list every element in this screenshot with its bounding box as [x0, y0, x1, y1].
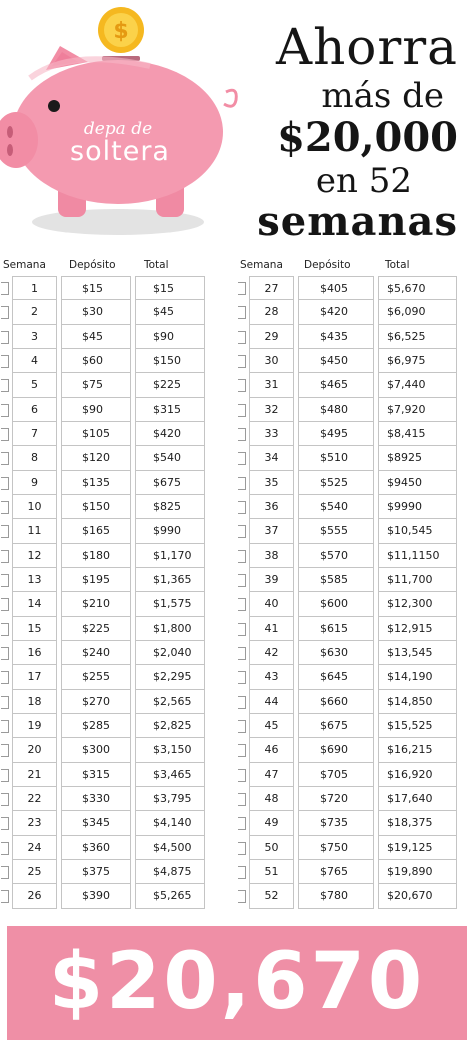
deposit-cell: $120	[61, 446, 131, 470]
checkbox-icon[interactable]	[1, 647, 9, 660]
headline-line1: Ahorra	[275, 18, 458, 76]
total-cell: $11,1150	[378, 544, 457, 568]
deposit-cell: $465	[298, 373, 374, 397]
checkbox-icon[interactable]	[238, 842, 246, 855]
week-cell: 11	[12, 519, 57, 543]
deposit-cell: $390	[61, 884, 131, 908]
checkbox-icon[interactable]	[1, 769, 9, 782]
total-cell: $14,190	[378, 665, 457, 689]
total-cell: $1,575	[135, 592, 205, 616]
deposit-cell: $90	[61, 398, 131, 422]
total-cell: $18,375	[378, 811, 457, 835]
checkbox-icon[interactable]	[238, 428, 246, 441]
total-cell: $4,140	[135, 811, 205, 835]
deposit-cell: $765	[298, 860, 374, 884]
week-cell: 29	[249, 325, 294, 349]
checkbox-icon[interactable]	[1, 525, 9, 538]
week-cell: 26	[12, 884, 57, 908]
week-header: Semana	[3, 259, 46, 271]
week-cell: 30	[249, 349, 294, 373]
week-cell: 36	[249, 495, 294, 519]
deposit-cell: $525	[298, 471, 374, 495]
total-cell: $6,090	[378, 300, 457, 324]
checkbox-icon[interactable]	[238, 525, 246, 538]
total-cell: $4,875	[135, 860, 205, 884]
checkbox-icon[interactable]	[1, 428, 9, 441]
week-cell: 8	[12, 446, 57, 470]
checkbox-icon[interactable]	[1, 404, 9, 417]
total-cell: $6,975	[378, 349, 457, 373]
deposit-cell: $30	[61, 300, 131, 324]
deposit-cell: $180	[61, 544, 131, 568]
week-cell: 20	[12, 738, 57, 762]
piggy-bank-logo	[0, 0, 250, 250]
week-cell: 50	[249, 836, 294, 860]
total-cell: $825	[135, 495, 205, 519]
week-cell: 39	[249, 568, 294, 592]
week-cell: 42	[249, 641, 294, 665]
checkbox-icon[interactable]	[1, 793, 9, 806]
week-cell: 9	[12, 471, 57, 495]
total-cell: $12,915	[378, 617, 457, 641]
deposit-cell: $345	[61, 811, 131, 835]
deposit-cell: $750	[298, 836, 374, 860]
total-cell: $5,265	[135, 884, 205, 908]
total-cell: $15,525	[378, 714, 457, 738]
total-cell: $2,295	[135, 665, 205, 689]
goal-banner	[7, 926, 467, 1040]
checkbox-icon[interactable]	[1, 598, 9, 611]
total-cell: $2,825	[135, 714, 205, 738]
week-cell: 1	[12, 276, 57, 300]
week-cell: 51	[249, 860, 294, 884]
checkbox-icon[interactable]	[238, 793, 246, 806]
checkbox-icon[interactable]	[238, 817, 246, 830]
deposit-cell: $150	[61, 495, 131, 519]
deposit-cell: $435	[298, 325, 374, 349]
week-cell: 16	[12, 641, 57, 665]
hero	[0, 0, 474, 250]
week-cell: 40	[249, 592, 294, 616]
week-cell: 14	[12, 592, 57, 616]
checkbox-icon[interactable]	[238, 477, 246, 490]
deposit-cell: $585	[298, 568, 374, 592]
deposit-header: Depósito	[304, 259, 351, 271]
deposit-cell: $420	[298, 300, 374, 324]
deposit-cell: $270	[61, 690, 131, 714]
checkbox-icon[interactable]	[1, 477, 9, 490]
deposit-cell: $615	[298, 617, 374, 641]
week-cell: 24	[12, 836, 57, 860]
checkbox-icon[interactable]	[238, 574, 246, 587]
week-cell: 28	[249, 300, 294, 324]
checkbox-icon[interactable]	[238, 598, 246, 611]
week-cell: 18	[12, 690, 57, 714]
deposit-cell: $705	[298, 763, 374, 787]
checkbox-icon[interactable]	[1, 355, 9, 368]
deposit-cell: $495	[298, 422, 374, 446]
week-cell: 47	[249, 763, 294, 787]
checkbox-icon[interactable]	[1, 501, 9, 514]
checkbox-icon[interactable]	[1, 671, 9, 684]
week-cell: 23	[12, 811, 57, 835]
checkbox-icon[interactable]	[1, 379, 9, 392]
checkbox-icon[interactable]	[1, 282, 9, 295]
total-cell: $2,040	[135, 641, 205, 665]
total-cell: $675	[135, 471, 205, 495]
total-cell: $315	[135, 398, 205, 422]
deposit-cell: $630	[298, 641, 374, 665]
total-cell: $3,795	[135, 787, 205, 811]
week-cell: 32	[249, 398, 294, 422]
deposit-cell: $105	[61, 422, 131, 446]
total-cell: $150	[135, 349, 205, 373]
deposit-cell: $510	[298, 446, 374, 470]
checkbox-icon[interactable]	[238, 379, 246, 392]
headline-line2: más de	[321, 76, 444, 116]
deposit-cell: $15	[61, 276, 131, 300]
deposit-cell: $660	[298, 690, 374, 714]
total-cell: $8,415	[378, 422, 457, 446]
checkbox-icon[interactable]	[238, 306, 246, 319]
deposit-cell: $780	[298, 884, 374, 908]
deposit-cell: $360	[61, 836, 131, 860]
total-cell: $9990	[378, 495, 457, 519]
checkbox-icon[interactable]	[1, 452, 9, 465]
checkbox-icon[interactable]	[1, 623, 9, 636]
svg-text:$: $	[113, 19, 129, 44]
headline	[257, 18, 458, 245]
week-cell: 22	[12, 787, 57, 811]
checkbox-icon[interactable]	[238, 744, 246, 757]
deposit-cell: $195	[61, 568, 131, 592]
week-cell: 15	[12, 617, 57, 641]
checkbox-icon[interactable]	[238, 647, 246, 660]
deposit-cell: $480	[298, 398, 374, 422]
total-header: Total	[144, 259, 169, 271]
total-cell: $4,500	[135, 836, 205, 860]
deposit-cell: $210	[61, 592, 131, 616]
week-cell: 48	[249, 787, 294, 811]
checkbox-icon[interactable]	[238, 623, 246, 636]
deposit-header: Depósito	[69, 259, 116, 271]
total-cell: $15	[135, 276, 205, 300]
deposit-cell: $735	[298, 811, 374, 835]
deposit-cell: $75	[61, 373, 131, 397]
deposit-cell: $645	[298, 665, 374, 689]
total-cell: $20,670	[378, 884, 457, 908]
deposit-cell: $600	[298, 592, 374, 616]
checkbox-icon[interactable]	[1, 696, 9, 709]
total-header: Total	[385, 259, 410, 271]
total-cell: $1,170	[135, 544, 205, 568]
week-cell: 6	[12, 398, 57, 422]
checkbox-icon[interactable]	[238, 404, 246, 417]
total-cell: $19,890	[378, 860, 457, 884]
deposit-cell: $450	[298, 349, 374, 373]
deposit-cell: $375	[61, 860, 131, 884]
checkbox-icon[interactable]	[238, 866, 246, 879]
total-cell: $3,465	[135, 763, 205, 787]
week-cell: 21	[12, 763, 57, 787]
checkbox-icon[interactable]	[1, 890, 9, 903]
deposit-cell: $540	[298, 495, 374, 519]
week-header: Semana	[240, 259, 283, 271]
week-cell: 10	[12, 495, 57, 519]
week-cell: 37	[249, 519, 294, 543]
deposit-cell: $720	[298, 787, 374, 811]
deposit-cell: $225	[61, 617, 131, 641]
checkbox-icon[interactable]	[238, 501, 246, 514]
total-cell: $2,565	[135, 690, 205, 714]
deposit-cell: $240	[61, 641, 131, 665]
week-cell: 33	[249, 422, 294, 446]
checkbox-icon[interactable]	[238, 282, 246, 295]
week-cell: 27	[249, 276, 294, 300]
week-cell: 34	[249, 446, 294, 470]
week-cell: 17	[12, 665, 57, 689]
total-cell: $420	[135, 422, 205, 446]
deposit-cell: $330	[61, 787, 131, 811]
total-cell: $540	[135, 446, 205, 470]
deposit-cell: $255	[61, 665, 131, 689]
checkbox-icon[interactable]	[1, 744, 9, 757]
total-cell: $13,545	[378, 641, 457, 665]
total-cell: $90	[135, 325, 205, 349]
deposit-cell: $315	[61, 763, 131, 787]
checkbox-icon[interactable]	[1, 720, 9, 733]
goal-amount: $20,670	[48, 937, 426, 1027]
deposit-cell: $165	[61, 519, 131, 543]
deposit-cell: $570	[298, 544, 374, 568]
deposit-cell: $285	[61, 714, 131, 738]
week-cell: 44	[249, 690, 294, 714]
deposit-cell: $675	[298, 714, 374, 738]
total-cell: $3,150	[135, 738, 205, 762]
total-cell: $1,800	[135, 617, 205, 641]
checkbox-icon[interactable]	[238, 890, 246, 903]
week-cell: 49	[249, 811, 294, 835]
total-cell: $17,640	[378, 787, 457, 811]
week-cell: 13	[12, 568, 57, 592]
total-cell: $14,850	[378, 690, 457, 714]
checkbox-icon[interactable]	[1, 817, 9, 830]
total-cell: $16,215	[378, 738, 457, 762]
total-cell: $11,700	[378, 568, 457, 592]
total-cell: $1,365	[135, 568, 205, 592]
deposit-cell: $135	[61, 471, 131, 495]
checkbox-icon[interactable]	[1, 574, 9, 587]
total-cell: $5,670	[378, 276, 457, 300]
total-cell: $9450	[378, 471, 457, 495]
total-cell: $7,440	[378, 373, 457, 397]
deposit-cell: $555	[298, 519, 374, 543]
total-cell: $6,525	[378, 325, 457, 349]
total-cell: $10,545	[378, 519, 457, 543]
checkbox-icon[interactable]	[1, 842, 9, 855]
total-cell: $7,920	[378, 398, 457, 422]
checkbox-icon[interactable]	[238, 671, 246, 684]
week-cell: 43	[249, 665, 294, 689]
week-cell: 5	[12, 373, 57, 397]
total-cell: $45	[135, 300, 205, 324]
checkbox-icon[interactable]	[238, 696, 246, 709]
deposit-cell: $300	[61, 738, 131, 762]
week-cell: 25	[12, 860, 57, 884]
week-cell: 19	[12, 714, 57, 738]
checkbox-icon[interactable]	[1, 866, 9, 879]
week-cell: 45	[249, 714, 294, 738]
checkbox-icon[interactable]	[238, 720, 246, 733]
headline-line4: en 52	[315, 161, 412, 201]
week-cell: 3	[12, 325, 57, 349]
headline-amount: $20,000	[277, 114, 458, 161]
checkbox-icon[interactable]	[238, 550, 246, 563]
checkbox-icon[interactable]	[1, 331, 9, 344]
svg-text:depa de: depa de	[83, 119, 153, 139]
total-cell: $19,125	[378, 836, 457, 860]
week-cell: 4	[12, 349, 57, 373]
week-cell: 38	[249, 544, 294, 568]
deposit-cell: $45	[61, 325, 131, 349]
week-cell: 46	[249, 738, 294, 762]
deposit-cell: $690	[298, 738, 374, 762]
deposit-cell: $405	[298, 276, 374, 300]
checkbox-icon[interactable]	[238, 769, 246, 782]
week-cell: 2	[12, 300, 57, 324]
checkbox-icon[interactable]	[1, 306, 9, 319]
week-cell: 52	[249, 884, 294, 908]
total-cell: $8925	[378, 446, 457, 470]
checkbox-icon[interactable]	[238, 452, 246, 465]
week-cell: 35	[249, 471, 294, 495]
coin-icon	[98, 7, 144, 53]
checkbox-icon[interactable]	[1, 550, 9, 563]
deposit-cell: $60	[61, 349, 131, 373]
total-cell: $225	[135, 373, 205, 397]
svg-text:soltera: soltera	[70, 136, 170, 167]
total-cell: $990	[135, 519, 205, 543]
checkbox-icon[interactable]	[238, 331, 246, 344]
week-cell: 31	[249, 373, 294, 397]
week-cell: 12	[12, 544, 57, 568]
week-cell: 41	[249, 617, 294, 641]
week-cell: 7	[12, 422, 57, 446]
total-cell: $16,920	[378, 763, 457, 787]
total-cell: $12,300	[378, 592, 457, 616]
checkbox-icon[interactable]	[238, 355, 246, 368]
headline-line5: semanas	[257, 198, 458, 245]
